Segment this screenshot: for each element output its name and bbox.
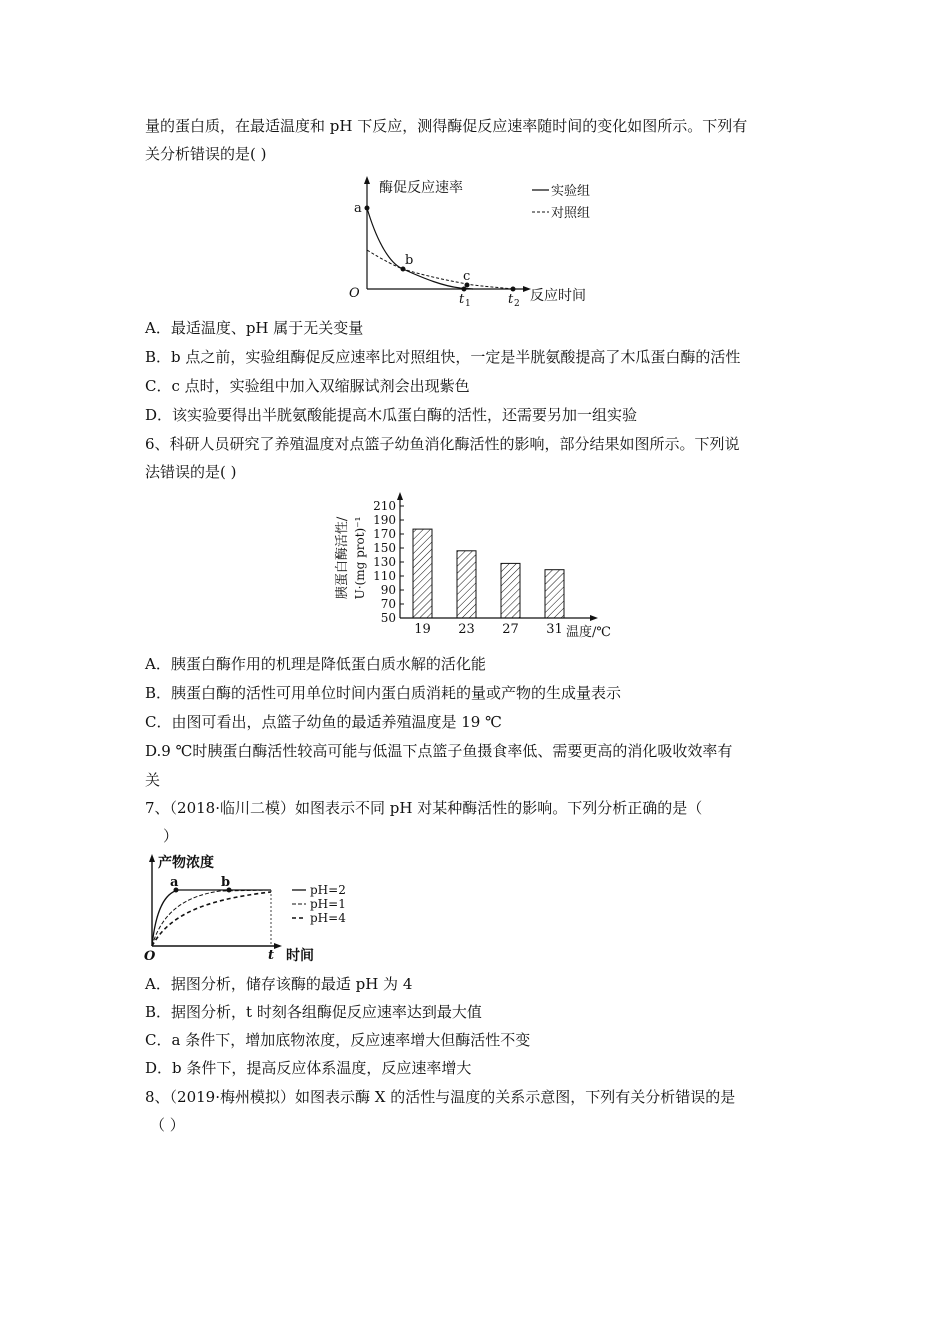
q6-stem-line1: 6、科研人员研究了养殖温度对点篮子幼鱼消化酶活性的影响，部分结果如图所示。下列说: [145, 435, 740, 453]
svg-text:c: c: [463, 269, 471, 284]
x-tick-label: 31: [546, 622, 563, 637]
y-tick-label: 50: [380, 611, 396, 625]
q5-option-a: A．最适温度、pH 属于无关变量: [145, 319, 364, 337]
svg-text:1: 1: [465, 299, 471, 309]
q7-t-label: t: [268, 948, 275, 963]
q6-option-b: B．胰蛋白酶的活性可用单位时间内蛋白质消耗的量或产物的生成量表示: [145, 684, 622, 702]
bar-27: [501, 563, 520, 618]
q5-xlabel: 反应时间: [530, 288, 586, 304]
q5-point-a: [365, 206, 370, 211]
svg-text:b: b: [405, 253, 414, 268]
q5-legend-experiment: 实验组: [551, 184, 591, 199]
q5-option-b: B．b 点之前，实验组酶促反应速率比对照组快，一定是半胱氨酸提高了木瓜蛋白酶的活性: [145, 348, 741, 366]
q5-ylabel: 酶促反应速率: [379, 180, 463, 196]
q7-option-d: D．b 条件下，提高反应体系温度，反应速率增大: [145, 1059, 472, 1077]
q5-point-t1: [462, 287, 467, 292]
bar-19: [413, 529, 432, 618]
svg-text:b: b: [221, 875, 231, 890]
bar-23: [457, 551, 476, 618]
q7-legend-ph1: pH=1: [310, 897, 346, 911]
q7-curve-ph1: [152, 890, 271, 946]
q7-stem-line2: ）: [163, 827, 179, 845]
q7-option-b: B．据图分析，t 时刻各组酶促反应速率达到最大值: [145, 1003, 482, 1021]
q7-option-c: C．a 条件下，增加底物浓度，反应速率增大但酶活性不变: [145, 1031, 531, 1049]
q6-ylabel-line1: 胰蛋白酶活性/: [335, 516, 350, 600]
q7-origin: O: [144, 949, 156, 964]
svg-text:2: 2: [514, 299, 520, 309]
q6-option-c: C．由图可看出，点篮子幼鱼的最适养殖温度是 19 ℃: [145, 713, 502, 731]
svg-text:a: a: [170, 875, 179, 890]
q7-product-figure: [140, 852, 355, 964]
svg-text:t: t: [508, 292, 514, 307]
q5-point-t2: [511, 287, 516, 292]
y-tick-label: 150: [373, 541, 396, 555]
y-tick-label: 110: [373, 569, 396, 583]
x-tick-label: 19: [414, 622, 431, 637]
svg-text:t: t: [459, 292, 465, 307]
svg-text:a: a: [354, 201, 362, 216]
q5-origin: O: [349, 286, 360, 301]
q8-stem-line1: 8、（2019·梅州模拟）如图表示酶 X 的活性与温度的关系示意图，下列有关分析错误的是: [145, 1088, 736, 1106]
q6-stem-line2: 法错误的是( ): [145, 463, 237, 481]
y-tick-label: 130: [373, 555, 396, 569]
q5-option-d: D．该实验要得出半胱氨酸能提高木瓜蛋白酶的活性，还需要另加一组实验: [145, 406, 638, 424]
q5-experiment-curve: [367, 208, 473, 289]
q5-legend-control: 对照组: [551, 206, 591, 221]
q7-legend-ph2: pH=2: [310, 883, 346, 897]
x-tick-label: 27: [502, 622, 519, 637]
q6-option-d-cont: 关: [145, 771, 161, 789]
q8-stem-line2: （ ）: [150, 1116, 185, 1134]
q6-option-d: D.9 ℃时胰蛋白酶活性较高可能与低温下点篮子鱼摄食率低、需要更高的消化吸收效率有: [145, 742, 733, 760]
q6-ylabel-line2: U·(mg prot)⁻¹: [353, 516, 367, 600]
y-tick-label: 90: [380, 583, 396, 597]
q7-curve-ph4: [152, 892, 271, 946]
y-tick-label: 170: [373, 527, 396, 541]
q7-option-a: A．据图分析，储存该酶的最适 pH 为 4: [145, 975, 413, 993]
y-tick-label: 190: [373, 513, 396, 527]
q7-curve-ph2: [152, 890, 271, 946]
q5-stem-line1: 量的蛋白质，在最适温度和 pH 下反应，测得酶促反应速率随时间的变化如图所示。下列有: [145, 117, 748, 135]
q7-legend-ph4: pH=4: [310, 911, 346, 925]
q7-stem-line1: 7、（2018·临川二模）如图表示不同 pH 对某种酶活性的影响。下列分析正确的是（: [145, 799, 703, 817]
q5-option-c: C．c 点时，实验组中加入双缩脲试剂会出现紫色: [145, 377, 470, 395]
q6-xlabel: 温度/℃: [566, 625, 611, 640]
q6-bar-chart: [330, 488, 630, 640]
bar-31: [545, 570, 564, 618]
q5-stem-line2: 关分析错误的是( ): [145, 145, 267, 163]
x-tick-label: 23: [458, 622, 475, 637]
y-tick-label: 210: [373, 499, 396, 513]
y-tick-label: 70: [380, 597, 396, 611]
q7-ylabel: 产物浓度: [158, 855, 214, 871]
q7-xlabel: 时间: [286, 948, 314, 964]
q6-option-a: A．胰蛋白酶作用的机理是降低蛋白质水解的活化能: [145, 655, 486, 673]
q5-rate-figure: [345, 172, 620, 310]
